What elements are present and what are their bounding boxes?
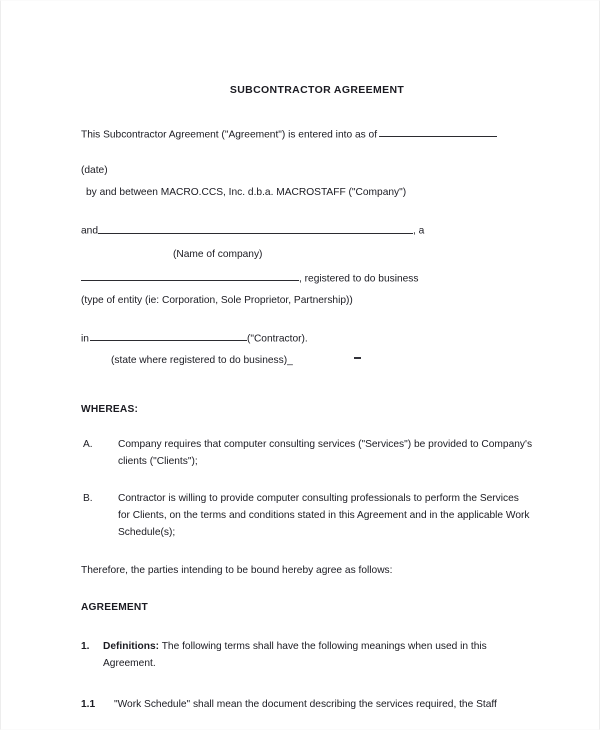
and-company-line bbox=[81, 224, 533, 236]
entity-type-label: (type of entity (ie: Corporation, Sole Proprietor, Partnership)) bbox=[81, 295, 353, 307]
date-label: (date) bbox=[81, 165, 108, 177]
document-body bbox=[81, 1, 533, 714]
state-label: (state where registered to do business)_ bbox=[111, 355, 293, 367]
company-name-blank-field[interactable] bbox=[98, 224, 413, 233]
subclause-1-1 bbox=[81, 697, 533, 714]
subclause-1-1-text: "Work Schedule" shall mean the document describing the services required, the Staff bbox=[114, 699, 497, 711]
whereas-heading: WHEREAS: bbox=[81, 404, 139, 416]
definitions-label: Definitions: bbox=[103, 641, 160, 653]
between-parties-text: by and between MACRO.CCS, Inc. d.b.a. MACROSTAFF ("Company") bbox=[86, 187, 407, 199]
in-state-line bbox=[81, 332, 533, 344]
date-blank-field[interactable] bbox=[379, 128, 497, 137]
contractor-suffix: ("Contractor). bbox=[246, 333, 308, 345]
page-title: SUBCONTRACTOR AGREEMENT bbox=[229, 84, 405, 96]
clause-b-text: Contractor is willing to provide computer consulting professionals to perform the Services for Clients, on the terms and conditions stated in this Agreement and in the applicable Work Schedule(s); bbox=[118, 493, 530, 538]
subclause-1-1-number: 1.1 bbox=[81, 699, 96, 711]
whereas-clause-b bbox=[81, 491, 533, 541]
entity-type-blank-field[interactable] bbox=[81, 272, 299, 281]
definitions-clause bbox=[81, 639, 533, 672]
registered-suffix: , registered to do business bbox=[299, 273, 419, 285]
definitions-text: The following terms shall have the following meanings when used in this Agreement. bbox=[103, 641, 487, 669]
in-prefix: in bbox=[81, 333, 89, 345]
intro-opening-text: This Subcontractor Agreement ("Agreement") is entered into as of bbox=[81, 129, 378, 141]
clause-a-marker: A. bbox=[83, 439, 93, 451]
state-blank-field[interactable] bbox=[90, 332, 247, 341]
and-prefix: and bbox=[81, 225, 98, 237]
and-suffix: , a bbox=[413, 225, 425, 237]
intro-opening-line bbox=[81, 128, 533, 140]
name-of-company-label: (Name of company) bbox=[173, 248, 263, 260]
clause-a-text: Company requires that computer consulting services ("Services") be provided to Company's clients ("Clients"); bbox=[118, 439, 533, 467]
entity-type-line bbox=[81, 272, 533, 284]
clause-b-marker: B. bbox=[83, 493, 93, 505]
whereas-clause-a bbox=[81, 437, 533, 470]
definitions-number: 1. bbox=[81, 641, 90, 653]
therefore-text: Therefore, the parties intending to be bound hereby agree as follows: bbox=[81, 565, 393, 577]
agreement-heading: AGREEMENT bbox=[81, 602, 148, 614]
